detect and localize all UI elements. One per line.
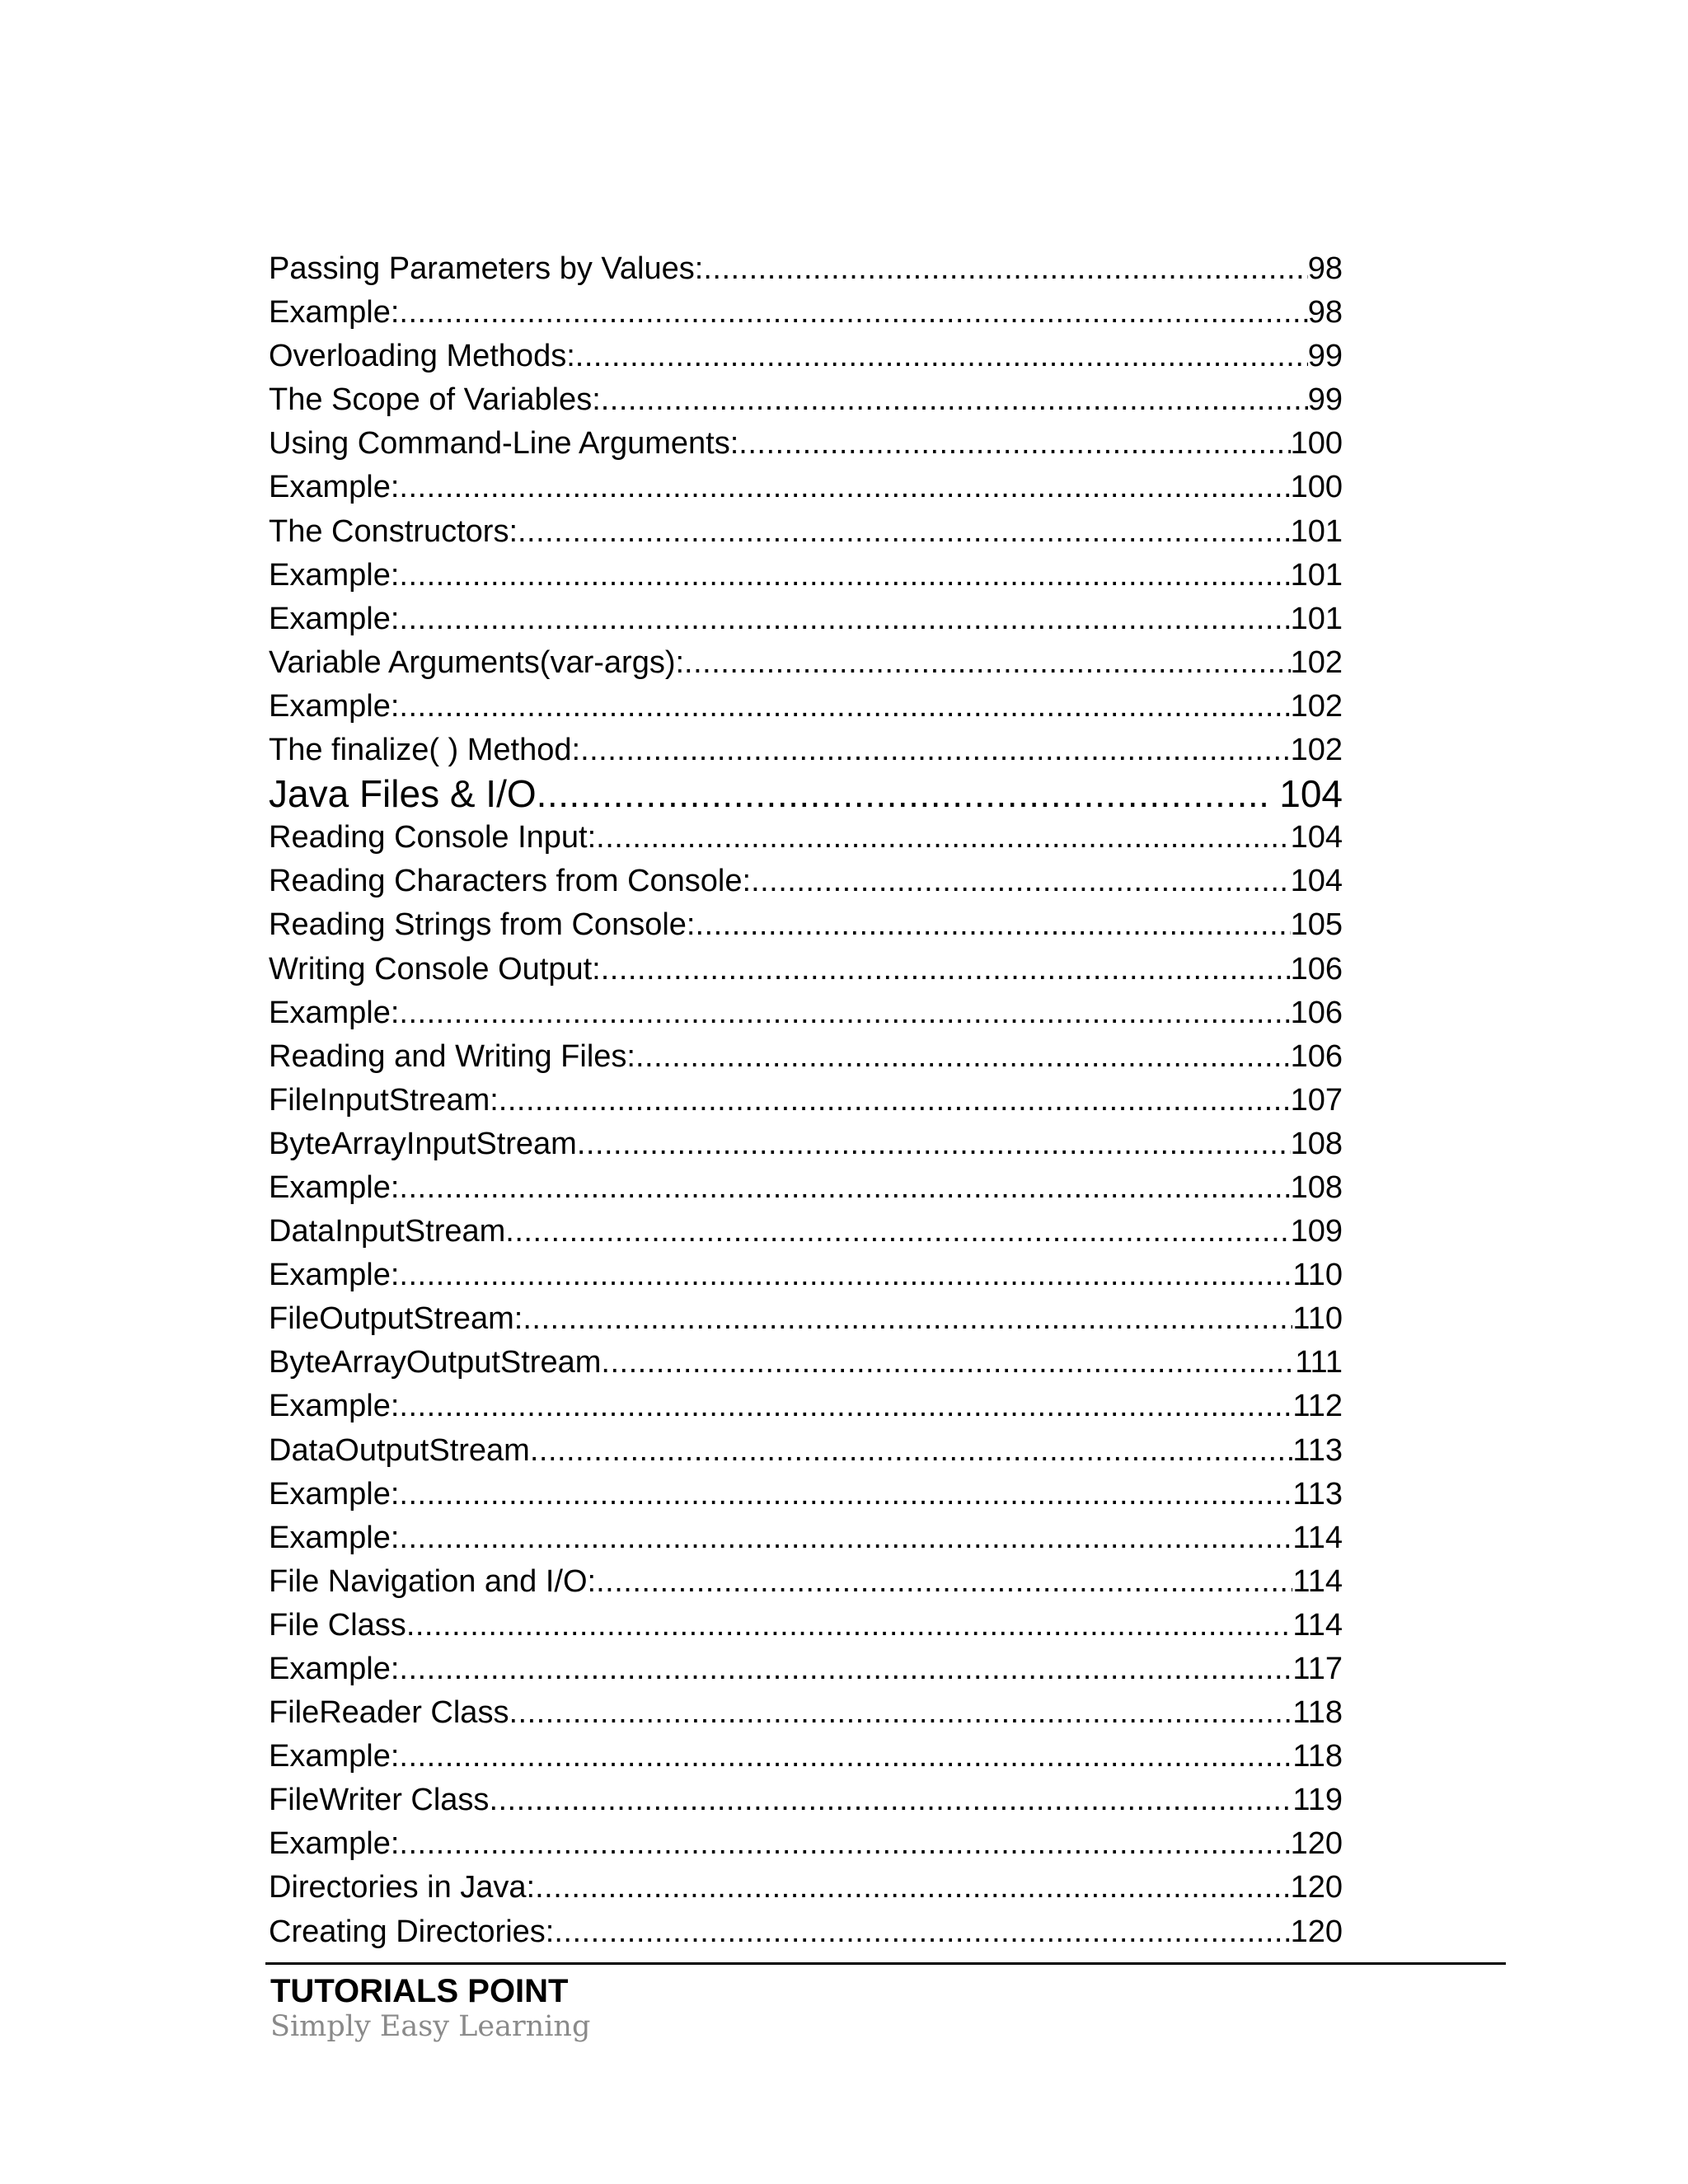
toc-entry-page: 101 <box>1290 601 1343 636</box>
toc-leader-dots <box>399 991 1290 1035</box>
toc-entry-page: 118 <box>1292 1739 1343 1774</box>
toc-leader-dots <box>399 1385 1292 1428</box>
toc-entry-title: ByteArrayInputStream <box>269 1126 577 1161</box>
toc-entry[interactable] <box>269 1035 1343 1079</box>
toc-entry[interactable] <box>269 291 1343 335</box>
toc-entry[interactable] <box>269 1560 1343 1604</box>
toc-leader-dots <box>580 729 1291 772</box>
toc-entry-title: Example: <box>269 1520 400 1555</box>
toc-entry-page: 113 <box>1292 1476 1343 1511</box>
toc-leader-dots <box>738 422 1290 466</box>
toc-leader-dots <box>399 466 1290 509</box>
toc-entry-title: FileReader Class <box>269 1695 509 1731</box>
toc-entry-page: 102 <box>1290 688 1343 724</box>
toc-leader-dots <box>399 1166 1290 1210</box>
toc-leader-dots <box>635 1035 1291 1079</box>
toc-leader-dots <box>530 1429 1293 1473</box>
toc-entry[interactable] <box>269 641 1343 685</box>
toc-entry-title: Example: <box>269 557 400 593</box>
toc-leader-dots <box>399 1516 1292 1560</box>
toc-entry[interactable] <box>269 1779 1343 1822</box>
toc-entry-page: 114 <box>1292 1563 1343 1599</box>
toc-entry-page: 106 <box>1290 995 1343 1030</box>
toc-entry-title: Writing Console Output: <box>269 951 601 987</box>
toc-leader-dots <box>596 816 1290 860</box>
toc-entry-page: 120 <box>1290 1826 1343 1862</box>
footer-tagline: Simply Easy Learning <box>270 2010 591 2043</box>
toc-leader-dots <box>399 1254 1292 1297</box>
toc-entry[interactable] <box>269 948 1343 991</box>
toc-entry-title: Example: <box>269 1169 400 1205</box>
toc-entry-page: 108 <box>1290 1169 1343 1205</box>
toc-leader-dots <box>554 1910 1290 1954</box>
toc-entry[interactable] <box>269 1910 1343 1954</box>
table-of-contents <box>269 247 1343 1954</box>
toc-entry-page: 102 <box>1290 644 1343 680</box>
toc-entry[interactable] <box>269 1473 1343 1516</box>
toc-entry[interactable] <box>269 598 1343 641</box>
toc-leader-dots <box>596 1560 1292 1604</box>
toc-entry-page: 107 <box>1290 1082 1343 1118</box>
toc-entry[interactable] <box>269 860 1343 903</box>
toc-leader-dots <box>601 1341 1295 1385</box>
toc-entry-title: Example: <box>269 995 400 1030</box>
toc-entry-page: 102 <box>1290 733 1343 768</box>
toc-entry[interactable] <box>269 1647 1343 1691</box>
toc-leader-dots <box>489 1779 1292 1822</box>
toc-entry-title: Example: <box>269 688 400 724</box>
toc-entry-title: File Navigation and I/O: <box>269 1563 597 1599</box>
toc-leader-dots <box>399 598 1290 641</box>
toc-entry-title: File Class <box>269 1607 406 1643</box>
toc-entry-title: Creating Directories: <box>269 1914 555 1949</box>
toc-entry-page: 114 <box>1292 1520 1343 1555</box>
toc-entry-title: Example: <box>269 1826 400 1862</box>
toc-entry-page: 99 <box>1307 339 1343 374</box>
toc-entry-title: The Scope of Variables: <box>269 382 601 418</box>
toc-entry-page: 110 <box>1292 1258 1343 1293</box>
footer-brand: TUTORIALS POINT <box>270 1973 569 2009</box>
toc-entry-page: 101 <box>1290 513 1343 549</box>
toc-entry-page: 98 <box>1307 251 1343 286</box>
toc-entry-title: FileWriter Class <box>269 1783 490 1818</box>
toc-leader-dots <box>523 1297 1292 1341</box>
toc-leader-dots <box>703 247 1307 291</box>
toc-entry-title: FileInputStream: <box>269 1082 499 1118</box>
toc-entry-page: 118 <box>1292 1695 1343 1731</box>
toc-entry-title: Variable Arguments(var-args): <box>269 644 685 680</box>
toc-entry-title: Example: <box>269 295 400 330</box>
toc-entry[interactable] <box>269 1604 1343 1647</box>
toc-entry-title: Example: <box>269 1739 400 1774</box>
toc-entry[interactable] <box>269 1166 1343 1210</box>
toc-entry-page: 104 <box>1290 864 1343 899</box>
toc-entry[interactable] <box>269 729 1343 772</box>
toc-entry[interactable] <box>269 1866 1343 1910</box>
footer-divider <box>265 1962 1506 1965</box>
toc-entry-title: Reading Strings from Console: <box>269 907 696 943</box>
toc-entry-page: 114 <box>1292 1607 1343 1643</box>
toc-entry-page: 101 <box>1290 557 1343 593</box>
toc-leader-dots <box>399 1473 1292 1516</box>
toc-leader-dots <box>399 1735 1292 1779</box>
toc-entry[interactable] <box>269 1691 1343 1735</box>
toc-chapter-entry[interactable] <box>269 772 1343 816</box>
toc-entry-page: 113 <box>1292 1432 1343 1468</box>
toc-leader-dots <box>399 685 1290 729</box>
toc-entry-page: 104 <box>1290 820 1343 855</box>
toc-entry-title: Example: <box>269 1389 400 1424</box>
toc-entry-title: Example: <box>269 470 400 505</box>
toc-entry[interactable] <box>269 1254 1343 1297</box>
toc-entry-page: 112 <box>1292 1389 1343 1424</box>
toc-entry-page: 99 <box>1307 382 1343 418</box>
toc-entry[interactable] <box>269 1822 1343 1866</box>
toc-leader-dots <box>399 1647 1292 1691</box>
toc-entry-page: 119 <box>1292 1783 1343 1818</box>
toc-entry-page: 106 <box>1290 1038 1343 1074</box>
toc-entry[interactable] <box>269 1210 1343 1254</box>
toc-leader-dots <box>509 1691 1292 1735</box>
toc-leader-dots <box>575 335 1308 378</box>
toc-entry[interactable] <box>269 510 1343 554</box>
toc-entry-page: 111 <box>1295 1345 1343 1380</box>
toc-entry[interactable] <box>269 378 1343 422</box>
toc-entry[interactable] <box>269 1735 1343 1779</box>
toc-entry[interactable] <box>269 247 1343 291</box>
toc-entry[interactable] <box>269 1297 1343 1341</box>
toc-entry-page: 117 <box>1292 1652 1343 1686</box>
toc-leader-dots <box>537 772 1268 816</box>
toc-leader-dots <box>751 860 1291 903</box>
toc-entry-title: Reading Characters from Console: <box>269 864 752 899</box>
toc-entry-title: Example: <box>269 1258 400 1293</box>
toc-entry-title: Example: <box>269 1476 400 1511</box>
toc-leader-dots <box>518 510 1291 554</box>
toc-entry-title: Java Files & I/O <box>269 772 537 816</box>
toc-entry-title: DataInputStream <box>269 1214 506 1249</box>
toc-leader-dots <box>535 1866 1290 1910</box>
toc-entry-title: ByteArrayOutputStream <box>269 1345 602 1380</box>
toc-entry[interactable] <box>269 991 1343 1035</box>
toc-entry[interactable] <box>269 554 1343 598</box>
toc-entry-page: 109 <box>1290 1214 1343 1249</box>
toc-leader-dots <box>399 554 1290 598</box>
toc-entry-title: Directories in Java: <box>269 1870 536 1905</box>
toc-entry[interactable] <box>269 1516 1343 1560</box>
toc-entry[interactable] <box>269 816 1343 860</box>
toc-leader-dots <box>399 1822 1290 1866</box>
toc-entry-title: Example: <box>269 1652 400 1686</box>
toc-entry-title: Example: <box>269 601 400 636</box>
toc-entry-title: Reading and Writing Files: <box>269 1038 635 1074</box>
toc-entry-page: 104 <box>1279 772 1343 816</box>
toc-entry-title: Reading Console Input: <box>269 820 597 855</box>
toc-entry-page: 108 <box>1290 1126 1343 1161</box>
toc-leader-dots <box>577 1122 1291 1166</box>
toc-entry[interactable] <box>269 903 1343 947</box>
toc-entry[interactable] <box>269 1341 1343 1385</box>
toc-entry-page: 100 <box>1290 470 1343 505</box>
toc-entry-page: 105 <box>1290 907 1343 943</box>
toc-entry-title: DataOutputStream <box>269 1432 530 1468</box>
toc-entry[interactable] <box>269 1385 1343 1428</box>
toc-entry[interactable] <box>269 1122 1343 1166</box>
toc-entry[interactable] <box>269 1429 1343 1473</box>
toc-entry-title: FileOutputStream: <box>269 1301 523 1337</box>
toc-leader-dots <box>695 903 1290 947</box>
toc-entry-title: The finalize( ) Method: <box>269 733 581 768</box>
toc-entry-page: 120 <box>1290 1914 1343 1949</box>
toc-entry-page: 110 <box>1292 1301 1343 1337</box>
toc-entry-title: Using Command-Line Arguments: <box>269 426 739 462</box>
toc-leader-dots <box>505 1210 1290 1254</box>
toc-entry[interactable] <box>269 1079 1343 1122</box>
toc-entry[interactable] <box>269 422 1343 466</box>
toc-entry-page: 100 <box>1290 426 1343 462</box>
toc-leader-dots <box>499 1079 1291 1122</box>
toc-entry-title: Overloading Methods: <box>269 339 575 374</box>
toc-entry-page: 106 <box>1290 951 1343 987</box>
toc-entry[interactable] <box>269 685 1343 729</box>
toc-entry[interactable] <box>269 466 1343 509</box>
toc-leader-dots <box>601 378 1308 422</box>
toc-leader-dots <box>684 641 1291 685</box>
toc-entry-page: 98 <box>1307 295 1343 330</box>
toc-leader-dots <box>406 1604 1293 1647</box>
toc-entry-page: 120 <box>1290 1870 1343 1905</box>
toc-leader-dots <box>399 291 1307 335</box>
toc-entry-title: Passing Parameters by Values: <box>269 251 704 286</box>
toc-entry-title: The Constructors: <box>269 513 518 549</box>
toc-leader-dots <box>601 948 1291 991</box>
toc-entry[interactable] <box>269 335 1343 378</box>
